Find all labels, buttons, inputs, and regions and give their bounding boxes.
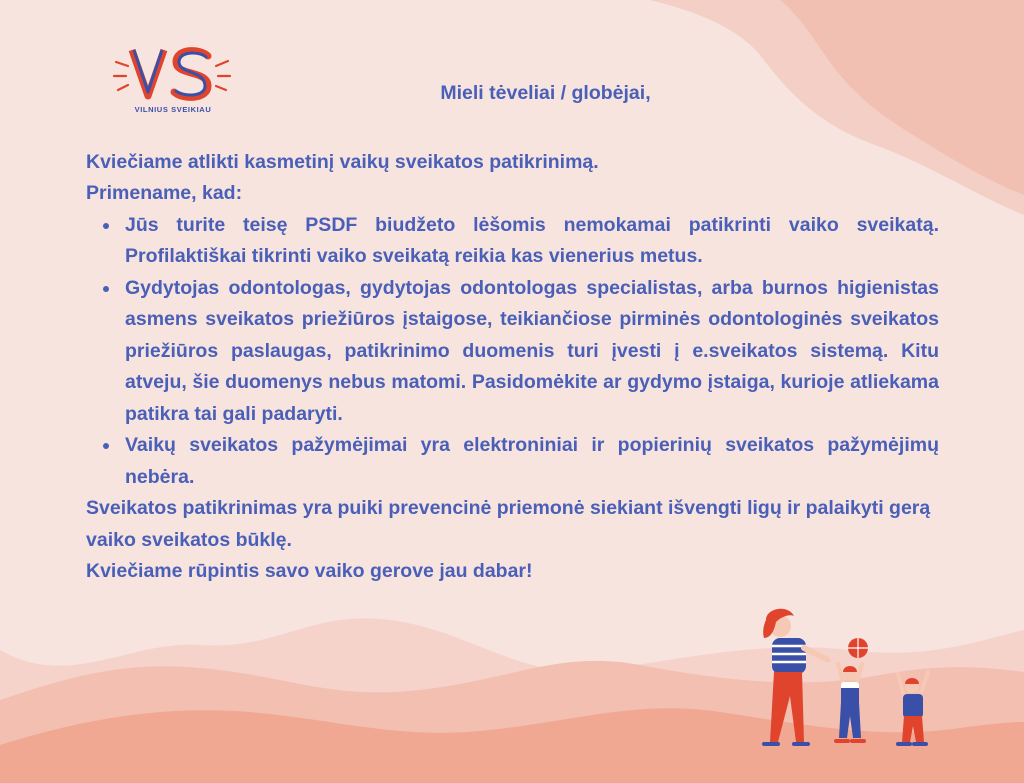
- list-item: Vaikų sveikatos pažymėjimai yra elektroniniai ir popierinių sveikatos pažymėjimų nebėra.: [125, 430, 939, 493]
- child-figure-1: [836, 664, 864, 741]
- closing-call-to-action: Kviečiame rūpintis savo vaiko gerove jau dabar!: [86, 560, 533, 582]
- child-figure-2: [898, 672, 928, 744]
- reminder-list: [86, 210, 939, 494]
- list-item: Gydytojas odontologas, gydytojas odontologas specialistas, arba burnos higienistas asmens sveikatos priežiūros įstaigose, teikiančiose pirminės odontologinės sveikatos priežiūros paslaugas, patikrinimo duomenis turi įvesti į e.sveikatos sistemą. Kitu atveju, šie duomenys nebus matomi. Pasidomėkite ar gydymo įstaiga, kurioje atliekama patikra tai gali padaryti.: [125, 273, 939, 431]
- reminder-intro: Primename, kad:: [86, 182, 243, 204]
- mother-figure: [763, 609, 828, 744]
- logo-caption: VILNIUS SVEIKIAU: [134, 105, 212, 114]
- letter-greeting: Mieli tėveliai / globėjai,: [440, 82, 651, 104]
- invitation-text: Kviečiame atlikti kasmetinį vaikų sveikatos patikrinimą.: [86, 150, 599, 173]
- family-illustration: [752, 604, 952, 754]
- ball-icon: [848, 638, 868, 658]
- letter: [86, 78, 939, 588]
- closing-text: Sveikatos patikrinimas yra puiki prevencinė priemonė siekiant išvengti ligų ir palaikyti gerą vaiko sveikatos būklę.: [86, 497, 931, 551]
- list-item: Jūs turite teisę PSDF biudžeto lėšomis nemokamai patikrinti vaiko sveikatą. Profilaktiškai tikrinti vaiko sveikatą reikia kas vienerius metus.: [125, 210, 939, 273]
